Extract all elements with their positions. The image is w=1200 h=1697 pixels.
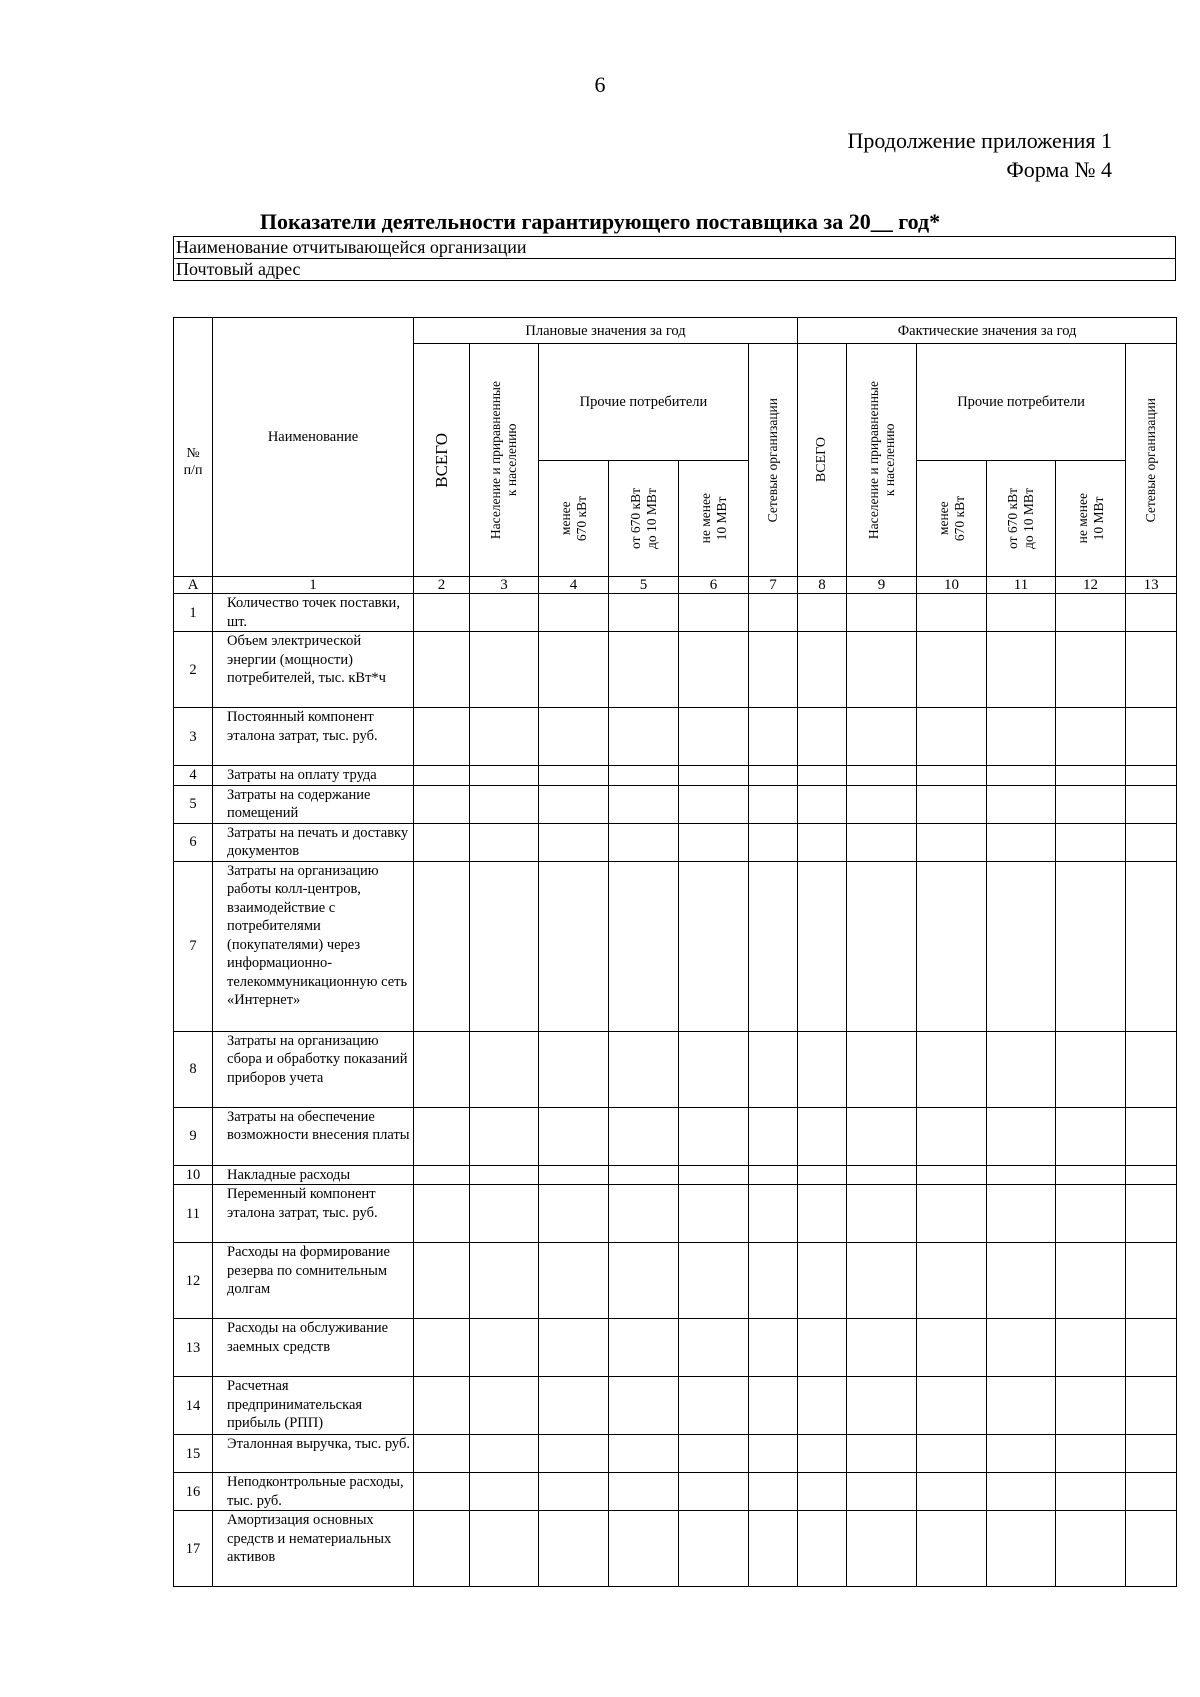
value-cell[interactable] xyxy=(470,766,539,786)
value-cell[interactable] xyxy=(749,1319,798,1377)
row-number: 11 xyxy=(174,1185,213,1243)
value-cell[interactable] xyxy=(539,785,609,823)
value-cell[interactable] xyxy=(414,766,470,786)
value-cell[interactable] xyxy=(1126,632,1177,708)
value-cell[interactable] xyxy=(1056,708,1126,766)
table-row xyxy=(174,1243,1177,1319)
value-cell[interactable] xyxy=(847,708,917,766)
value-cell[interactable] xyxy=(470,861,539,1031)
table-row xyxy=(174,861,1177,1031)
appendix-line: Продолжение приложения 1 xyxy=(847,128,1112,153)
value-cell[interactable] xyxy=(609,823,679,861)
value-cell[interactable] xyxy=(1126,594,1177,632)
value-cell[interactable] xyxy=(987,1165,1056,1185)
value-cell[interactable] xyxy=(847,1377,917,1435)
value-cell[interactable] xyxy=(917,861,987,1031)
value-cell[interactable] xyxy=(679,1511,749,1587)
value-cell[interactable] xyxy=(987,1377,1056,1435)
value-cell[interactable] xyxy=(609,1511,679,1587)
value-cell[interactable] xyxy=(847,1165,917,1185)
value-cell[interactable] xyxy=(679,1031,749,1107)
value-cell[interactable] xyxy=(749,594,798,632)
value-cell[interactable] xyxy=(1056,1243,1126,1319)
value-cell[interactable] xyxy=(1056,1165,1126,1185)
value-cell[interactable] xyxy=(679,594,749,632)
value-cell[interactable] xyxy=(749,766,798,786)
table-row xyxy=(174,1435,1177,1473)
row-number: 15 xyxy=(174,1435,213,1473)
value-cell[interactable] xyxy=(470,1243,539,1319)
column-index: 1 xyxy=(213,577,414,594)
column-index: 11 xyxy=(987,577,1056,594)
value-cell[interactable] xyxy=(917,1377,987,1435)
value-cell[interactable] xyxy=(749,1165,798,1185)
indicators-table xyxy=(173,317,1177,1587)
value-cell[interactable] xyxy=(414,1185,470,1243)
value-cell[interactable] xyxy=(917,708,987,766)
value-cell[interactable] xyxy=(1056,632,1126,708)
value-cell[interactable] xyxy=(749,708,798,766)
table-row xyxy=(174,766,1177,786)
row-number: 13 xyxy=(174,1319,213,1377)
value-cell[interactable] xyxy=(749,1243,798,1319)
value-cell[interactable] xyxy=(1126,1185,1177,1243)
column-index: 6 xyxy=(679,577,749,594)
header-fact-network: Сетевые организации xyxy=(1126,344,1177,577)
row-name: Расходы на обслуживание заемных средств xyxy=(213,1319,414,1377)
value-cell[interactable] xyxy=(847,1107,917,1165)
value-cell[interactable] xyxy=(798,1511,847,1587)
value-cell[interactable] xyxy=(987,632,1056,708)
value-cell[interactable] xyxy=(609,1435,679,1473)
value-cell[interactable] xyxy=(798,785,847,823)
value-cell[interactable] xyxy=(539,766,609,786)
value-cell[interactable] xyxy=(847,766,917,786)
value-cell[interactable] xyxy=(847,1473,917,1511)
value-cell[interactable] xyxy=(749,1107,798,1165)
value-cell[interactable] xyxy=(798,594,847,632)
value-cell[interactable] xyxy=(679,823,749,861)
row-number: 7 xyxy=(174,861,213,1031)
row-name: Объем электрической энергии (мощности) потребителей, тыс. кВт*ч xyxy=(213,632,414,708)
value-cell[interactable] xyxy=(749,1511,798,1587)
value-cell[interactable] xyxy=(987,861,1056,1031)
value-cell[interactable] xyxy=(609,766,679,786)
row-name: Затраты на печать и доставку документов xyxy=(213,823,414,861)
header-fact-over-10: не менее 10 МВт xyxy=(1056,461,1126,577)
value-cell[interactable] xyxy=(470,823,539,861)
value-cell[interactable] xyxy=(679,632,749,708)
value-cell[interactable] xyxy=(679,1435,749,1473)
row-number: 16 xyxy=(174,1473,213,1511)
column-index: 8 xyxy=(798,577,847,594)
value-cell[interactable] xyxy=(749,632,798,708)
value-cell[interactable] xyxy=(679,766,749,786)
table-row xyxy=(174,708,1177,766)
value-cell[interactable] xyxy=(798,632,847,708)
row-number: 6 xyxy=(174,823,213,861)
row-number: 10 xyxy=(174,1165,213,1185)
value-cell[interactable] xyxy=(847,1319,917,1377)
column-index: 7 xyxy=(749,577,798,594)
value-cell[interactable] xyxy=(1126,785,1177,823)
header-plan-total: ВСЕГО xyxy=(414,344,470,577)
value-cell[interactable] xyxy=(917,1435,987,1473)
value-cell[interactable] xyxy=(917,1185,987,1243)
table-row xyxy=(174,1031,1177,1107)
document-title: Показатели деятельности гарантирующего поставщика за 20__ год* xyxy=(259,209,941,234)
value-cell[interactable] xyxy=(847,1435,917,1473)
value-cell[interactable] xyxy=(414,632,470,708)
header-plan-network: Сетевые организации xyxy=(749,344,798,577)
value-cell[interactable] xyxy=(414,1165,470,1185)
value-cell[interactable] xyxy=(539,708,609,766)
organization-name-field[interactable]: Наименование отчитывающейся организации xyxy=(174,237,1176,259)
value-cell[interactable] xyxy=(798,861,847,1031)
value-cell[interactable] xyxy=(917,1511,987,1587)
value-cell[interactable] xyxy=(917,1243,987,1319)
value-cell[interactable] xyxy=(917,1319,987,1377)
value-cell[interactable] xyxy=(414,1031,470,1107)
header-name: Наименование xyxy=(213,318,414,577)
value-cell[interactable] xyxy=(987,1511,1056,1587)
value-cell[interactable] xyxy=(917,594,987,632)
value-cell[interactable] xyxy=(414,594,470,632)
value-cell[interactable] xyxy=(470,1435,539,1473)
value-cell[interactable] xyxy=(987,1243,1056,1319)
value-cell[interactable] xyxy=(609,1185,679,1243)
value-cell[interactable] xyxy=(414,1319,470,1377)
header-plan-under-670: менее 670 кВт xyxy=(539,461,609,577)
table-row xyxy=(174,1319,1177,1377)
value-cell[interactable] xyxy=(539,861,609,1031)
value-cell[interactable] xyxy=(414,1473,470,1511)
value-cell[interactable] xyxy=(470,708,539,766)
value-cell[interactable] xyxy=(470,1031,539,1107)
value-cell[interactable] xyxy=(609,861,679,1031)
value-cell[interactable] xyxy=(609,708,679,766)
row-name: Расходы на формирование резерва по сомнительным долгам xyxy=(213,1243,414,1319)
value-cell[interactable] xyxy=(749,1473,798,1511)
value-cell[interactable] xyxy=(798,1377,847,1435)
value-cell[interactable] xyxy=(470,1511,539,1587)
value-cell[interactable] xyxy=(749,1031,798,1107)
value-cell[interactable] xyxy=(679,1107,749,1165)
value-cell[interactable] xyxy=(414,1377,470,1435)
value-cell[interactable] xyxy=(609,1319,679,1377)
value-cell[interactable] xyxy=(470,1473,539,1511)
value-cell[interactable] xyxy=(798,708,847,766)
value-cell[interactable] xyxy=(798,1243,847,1319)
value-cell[interactable] xyxy=(749,1435,798,1473)
value-cell[interactable] xyxy=(798,1473,847,1511)
value-cell[interactable] xyxy=(917,1107,987,1165)
row-name: Эталонная выручка, тыс. руб. xyxy=(213,1435,414,1473)
row-number: 14 xyxy=(174,1377,213,1435)
value-cell[interactable] xyxy=(609,1473,679,1511)
value-cell[interactable] xyxy=(1056,1185,1126,1243)
value-cell[interactable] xyxy=(1126,766,1177,786)
value-cell[interactable] xyxy=(539,632,609,708)
value-cell[interactable] xyxy=(609,1031,679,1107)
value-cell[interactable] xyxy=(539,1243,609,1319)
value-cell[interactable] xyxy=(1056,1511,1126,1587)
value-cell[interactable] xyxy=(539,1435,609,1473)
value-cell[interactable] xyxy=(1126,1377,1177,1435)
value-cell[interactable] xyxy=(414,1243,470,1319)
value-cell[interactable] xyxy=(798,1185,847,1243)
value-cell[interactable] xyxy=(847,1031,917,1107)
table-row xyxy=(174,1473,1177,1511)
row-number: 9 xyxy=(174,1107,213,1165)
value-cell[interactable] xyxy=(679,1165,749,1185)
value-cell[interactable] xyxy=(539,1511,609,1587)
row-name: Затраты на организацию работы колл-центров, взаимодействие с потребителями (покупателями) через информационно-телекоммуникационную сеть «Интернет» xyxy=(213,861,414,1031)
value-cell[interactable] xyxy=(847,1243,917,1319)
value-cell[interactable] xyxy=(1056,861,1126,1031)
value-cell[interactable] xyxy=(1126,823,1177,861)
table-row xyxy=(174,823,1177,861)
value-cell[interactable] xyxy=(679,861,749,1031)
value-cell[interactable] xyxy=(917,1473,987,1511)
value-cell[interactable] xyxy=(679,1473,749,1511)
value-cell[interactable] xyxy=(1056,823,1126,861)
row-number: 3 xyxy=(174,708,213,766)
column-index: 12 xyxy=(1056,577,1126,594)
value-cell[interactable] xyxy=(609,1243,679,1319)
value-cell[interactable] xyxy=(539,1319,609,1377)
value-cell[interactable] xyxy=(1056,594,1126,632)
row-name: Расчетная предпринимательская прибыль (РПП) xyxy=(213,1377,414,1435)
postal-address-field[interactable]: Почтовый адрес xyxy=(174,259,1176,281)
value-cell[interactable] xyxy=(798,766,847,786)
row-name: Затраты на содержание помещений xyxy=(213,785,414,823)
row-number: 12 xyxy=(174,1243,213,1319)
value-cell[interactable] xyxy=(1056,1377,1126,1435)
row-name: Постоянный компонент эталона затрат, тыс. руб. xyxy=(213,708,414,766)
value-cell[interactable] xyxy=(987,1473,1056,1511)
value-cell[interactable] xyxy=(987,785,1056,823)
value-cell[interactable] xyxy=(749,1377,798,1435)
row-name: Неподконтрольные расходы, тыс. руб. xyxy=(213,1473,414,1511)
row-number: 4 xyxy=(174,766,213,786)
value-cell[interactable] xyxy=(749,785,798,823)
header-row-number: № п/п xyxy=(174,318,213,577)
value-cell[interactable] xyxy=(470,1185,539,1243)
value-cell[interactable] xyxy=(847,632,917,708)
header-fact-values: Фактические значения за год xyxy=(798,318,1177,344)
value-cell[interactable] xyxy=(414,1107,470,1165)
value-cell[interactable] xyxy=(987,594,1056,632)
row-name: Переменный компонент эталона затрат, тыс. руб. xyxy=(213,1185,414,1243)
value-cell[interactable] xyxy=(1056,1473,1126,1511)
value-cell[interactable] xyxy=(917,823,987,861)
value-cell[interactable] xyxy=(749,861,798,1031)
value-cell[interactable] xyxy=(414,823,470,861)
value-cell[interactable] xyxy=(679,1185,749,1243)
value-cell[interactable] xyxy=(679,1377,749,1435)
value-cell[interactable] xyxy=(987,1031,1056,1107)
header-plan-670-to-10: от 670 кВт до 10 МВт xyxy=(609,461,679,577)
column-index: 10 xyxy=(917,577,987,594)
value-cell[interactable] xyxy=(539,823,609,861)
value-cell[interactable] xyxy=(1056,1031,1126,1107)
value-cell[interactable] xyxy=(609,1165,679,1185)
row-number: 2 xyxy=(174,632,213,708)
value-cell[interactable] xyxy=(470,1107,539,1165)
value-cell[interactable] xyxy=(847,785,917,823)
header-fact-other-consumers: Прочие потребители xyxy=(917,344,1126,461)
column-index-row xyxy=(174,577,1177,594)
value-cell[interactable] xyxy=(539,594,609,632)
appendix-note xyxy=(848,126,1112,184)
column-index: А xyxy=(174,577,213,594)
value-cell[interactable] xyxy=(917,766,987,786)
value-cell[interactable] xyxy=(917,632,987,708)
column-index: 9 xyxy=(847,577,917,594)
column-index: 4 xyxy=(539,577,609,594)
value-cell[interactable] xyxy=(1126,1107,1177,1165)
row-number: 1 xyxy=(174,594,213,632)
value-cell[interactable] xyxy=(539,1185,609,1243)
value-cell[interactable] xyxy=(470,1165,539,1185)
value-cell[interactable] xyxy=(414,1435,470,1473)
column-index: 3 xyxy=(470,577,539,594)
row-name: Амортизация основных средств и нематериальных активов xyxy=(213,1511,414,1587)
value-cell[interactable] xyxy=(1126,1319,1177,1377)
value-cell[interactable] xyxy=(609,594,679,632)
value-cell[interactable] xyxy=(609,632,679,708)
value-cell[interactable] xyxy=(847,594,917,632)
value-cell[interactable] xyxy=(414,708,470,766)
value-cell[interactable] xyxy=(1126,708,1177,766)
header-fact-under-670: менее 670 кВт xyxy=(917,461,987,577)
value-cell[interactable] xyxy=(987,1435,1056,1473)
row-number: 8 xyxy=(174,1031,213,1107)
value-cell[interactable] xyxy=(609,1377,679,1435)
value-cell[interactable] xyxy=(917,1165,987,1185)
value-cell[interactable] xyxy=(539,1165,609,1185)
value-cell[interactable] xyxy=(1056,785,1126,823)
column-index: 5 xyxy=(609,577,679,594)
value-cell[interactable] xyxy=(749,1185,798,1243)
value-cell[interactable] xyxy=(917,1031,987,1107)
value-cell[interactable] xyxy=(798,1107,847,1165)
value-cell[interactable] xyxy=(539,1107,609,1165)
value-cell[interactable] xyxy=(798,823,847,861)
value-cell[interactable] xyxy=(609,785,679,823)
value-cell[interactable] xyxy=(987,823,1056,861)
value-cell[interactable] xyxy=(470,594,539,632)
table-row xyxy=(174,1107,1177,1165)
value-cell[interactable] xyxy=(470,1377,539,1435)
value-cell[interactable] xyxy=(539,1473,609,1511)
table-row xyxy=(174,632,1177,708)
table-row xyxy=(174,1185,1177,1243)
value-cell[interactable] xyxy=(1126,1435,1177,1473)
value-cell[interactable] xyxy=(470,785,539,823)
page-number: 6 xyxy=(594,72,606,97)
value-cell[interactable] xyxy=(1056,1107,1126,1165)
value-cell[interactable] xyxy=(798,1031,847,1107)
header-fact-total: ВСЕГО xyxy=(798,344,847,577)
header-fact-population: Население и приравненные к населению xyxy=(847,344,917,577)
header-plan-other-consumers: Прочие потребители xyxy=(539,344,749,461)
row-name: Накладные расходы xyxy=(213,1165,414,1185)
row-name: Затраты на оплату труда xyxy=(213,766,414,786)
value-cell[interactable] xyxy=(749,823,798,861)
row-number: 5 xyxy=(174,785,213,823)
column-index: 2 xyxy=(414,577,470,594)
table-row xyxy=(174,1165,1177,1185)
value-cell[interactable] xyxy=(1126,1511,1177,1587)
value-cell[interactable] xyxy=(798,1435,847,1473)
row-number: 17 xyxy=(174,1511,213,1587)
organization-info-table xyxy=(173,236,1176,281)
value-cell[interactable] xyxy=(798,1319,847,1377)
value-cell[interactable] xyxy=(679,785,749,823)
header-plan-over-10: не менее 10 МВт xyxy=(679,461,749,577)
value-cell[interactable] xyxy=(414,1511,470,1587)
value-cell[interactable] xyxy=(679,1243,749,1319)
value-cell[interactable] xyxy=(987,708,1056,766)
value-cell[interactable] xyxy=(1126,1473,1177,1511)
value-cell[interactable] xyxy=(847,1511,917,1587)
value-cell[interactable] xyxy=(539,1377,609,1435)
value-cell[interactable] xyxy=(1126,1243,1177,1319)
value-cell[interactable] xyxy=(987,766,1056,786)
header-plan-values: Плановые значения за год xyxy=(414,318,798,344)
value-cell[interactable] xyxy=(1056,766,1126,786)
header-plan-population: Население и приравненные к населению xyxy=(470,344,539,577)
header-fact-670-to-10: от 670 кВт до 10 МВт xyxy=(987,461,1056,577)
table-row xyxy=(174,594,1177,632)
value-cell[interactable] xyxy=(847,861,917,1031)
value-cell[interactable] xyxy=(987,1107,1056,1165)
value-cell[interactable] xyxy=(414,785,470,823)
value-cell[interactable] xyxy=(470,632,539,708)
value-cell[interactable] xyxy=(847,1185,917,1243)
value-cell[interactable] xyxy=(1126,1165,1177,1185)
value-cell[interactable] xyxy=(1056,1435,1126,1473)
table-row xyxy=(174,1511,1177,1587)
value-cell[interactable] xyxy=(1126,861,1177,1031)
table-row xyxy=(174,785,1177,823)
row-name: Количество точек поставки, шт. xyxy=(213,594,414,632)
value-cell[interactable] xyxy=(917,785,987,823)
value-cell[interactable] xyxy=(1056,1319,1126,1377)
value-cell[interactable] xyxy=(679,1319,749,1377)
value-cell[interactable] xyxy=(798,1165,847,1185)
table-row xyxy=(174,1377,1177,1435)
value-cell[interactable] xyxy=(539,1031,609,1107)
column-index: 13 xyxy=(1126,577,1177,594)
value-cell[interactable] xyxy=(847,823,917,861)
value-cell[interactable] xyxy=(987,1185,1056,1243)
value-cell[interactable] xyxy=(987,1319,1056,1377)
value-cell[interactable] xyxy=(470,1319,539,1377)
row-name: Затраты на обеспечение возможности внесения платы xyxy=(213,1107,414,1165)
form-number: Форма № 4 xyxy=(1006,157,1112,182)
row-name: Затраты на организацию сбора и обработку показаний приборов учета xyxy=(213,1031,414,1107)
value-cell[interactable] xyxy=(414,861,470,1031)
value-cell[interactable] xyxy=(1126,1031,1177,1107)
value-cell[interactable] xyxy=(609,1107,679,1165)
value-cell[interactable] xyxy=(679,708,749,766)
